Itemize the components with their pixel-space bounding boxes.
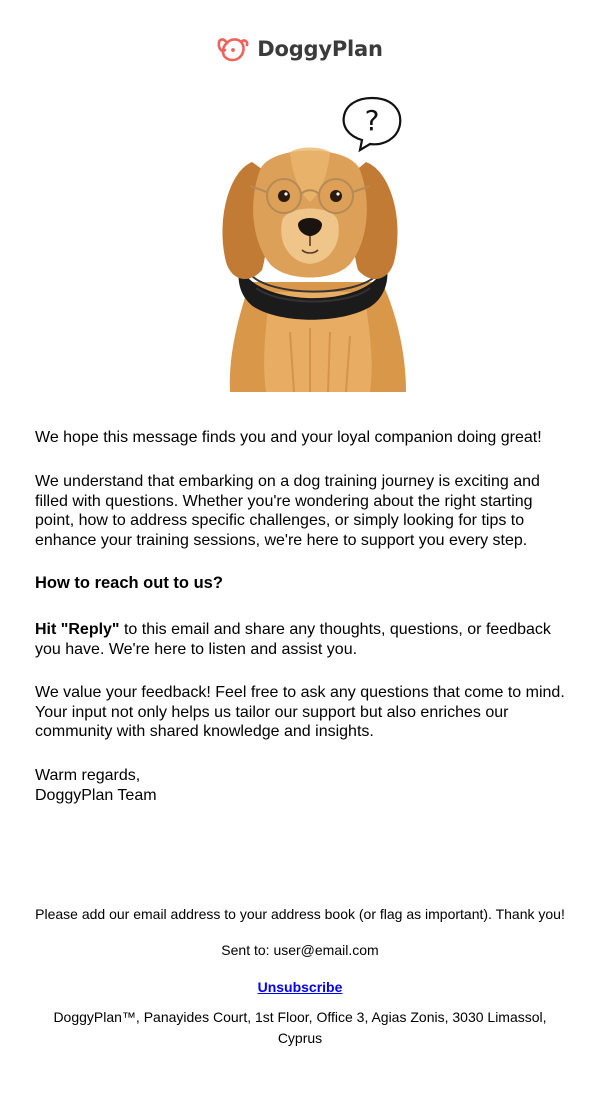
company-address: DoggyPlan™, Panayides Court, 1st Floor, Office 3, Agias Zonis, 3030 Limassol, Cyprus [53,1009,547,1046]
brand-name: DoggyPlan [257,37,383,61]
reply-paragraph [35,620,575,659]
sent-to-line: Sent to: user@email.com [221,942,379,958]
golden-retriever-with-glasses-illustration [210,92,410,392]
question-bubble-icon [344,98,401,150]
svg-text:?: ? [364,104,380,137]
reply-text [35,620,575,659]
feedback-text: We value your feedback! Feel free to ask any questions that come to mind. Your input not only helps us tailor our support but also enriches our community with shared knowledge and insights. [35,684,565,740]
section-heading [35,574,575,594]
unsubscribe-link[interactable]: Unsubscribe [257,979,343,995]
understand-text: We understand that embarking on a dog training journey is exciting and filled with questions. Whether you're wondering about the right starting point, how to address specific challenges, or simply looking for tips to enhance your training sessions, we're here to support you every step. [35,473,540,549]
signature [35,766,575,805]
regards-line: Warm regards, [35,767,141,784]
dog-head-outline-icon [217,33,251,65]
team-line: DoggyPlan Team [35,786,157,804]
heading-text: How to reach out to us? [35,574,223,592]
unsubscribe-container [0,977,600,997]
greeting-paragraph [35,428,575,448]
greeting-text: We hope this message finds you and your loyal companion doing great! [35,429,542,446]
feedback-paragraph [35,683,575,742]
reply-bold: Hit "Reply" [35,621,120,638]
understand-paragraph [35,472,575,550]
brand-logo [0,33,600,65]
address-book-note: Please add our email address to your address book (or flag as important). Thank you! [35,906,565,922]
reply-rest: to this email and share any thoughts, questions, or feedback you have. We're here to listen and assist you. [35,621,551,658]
